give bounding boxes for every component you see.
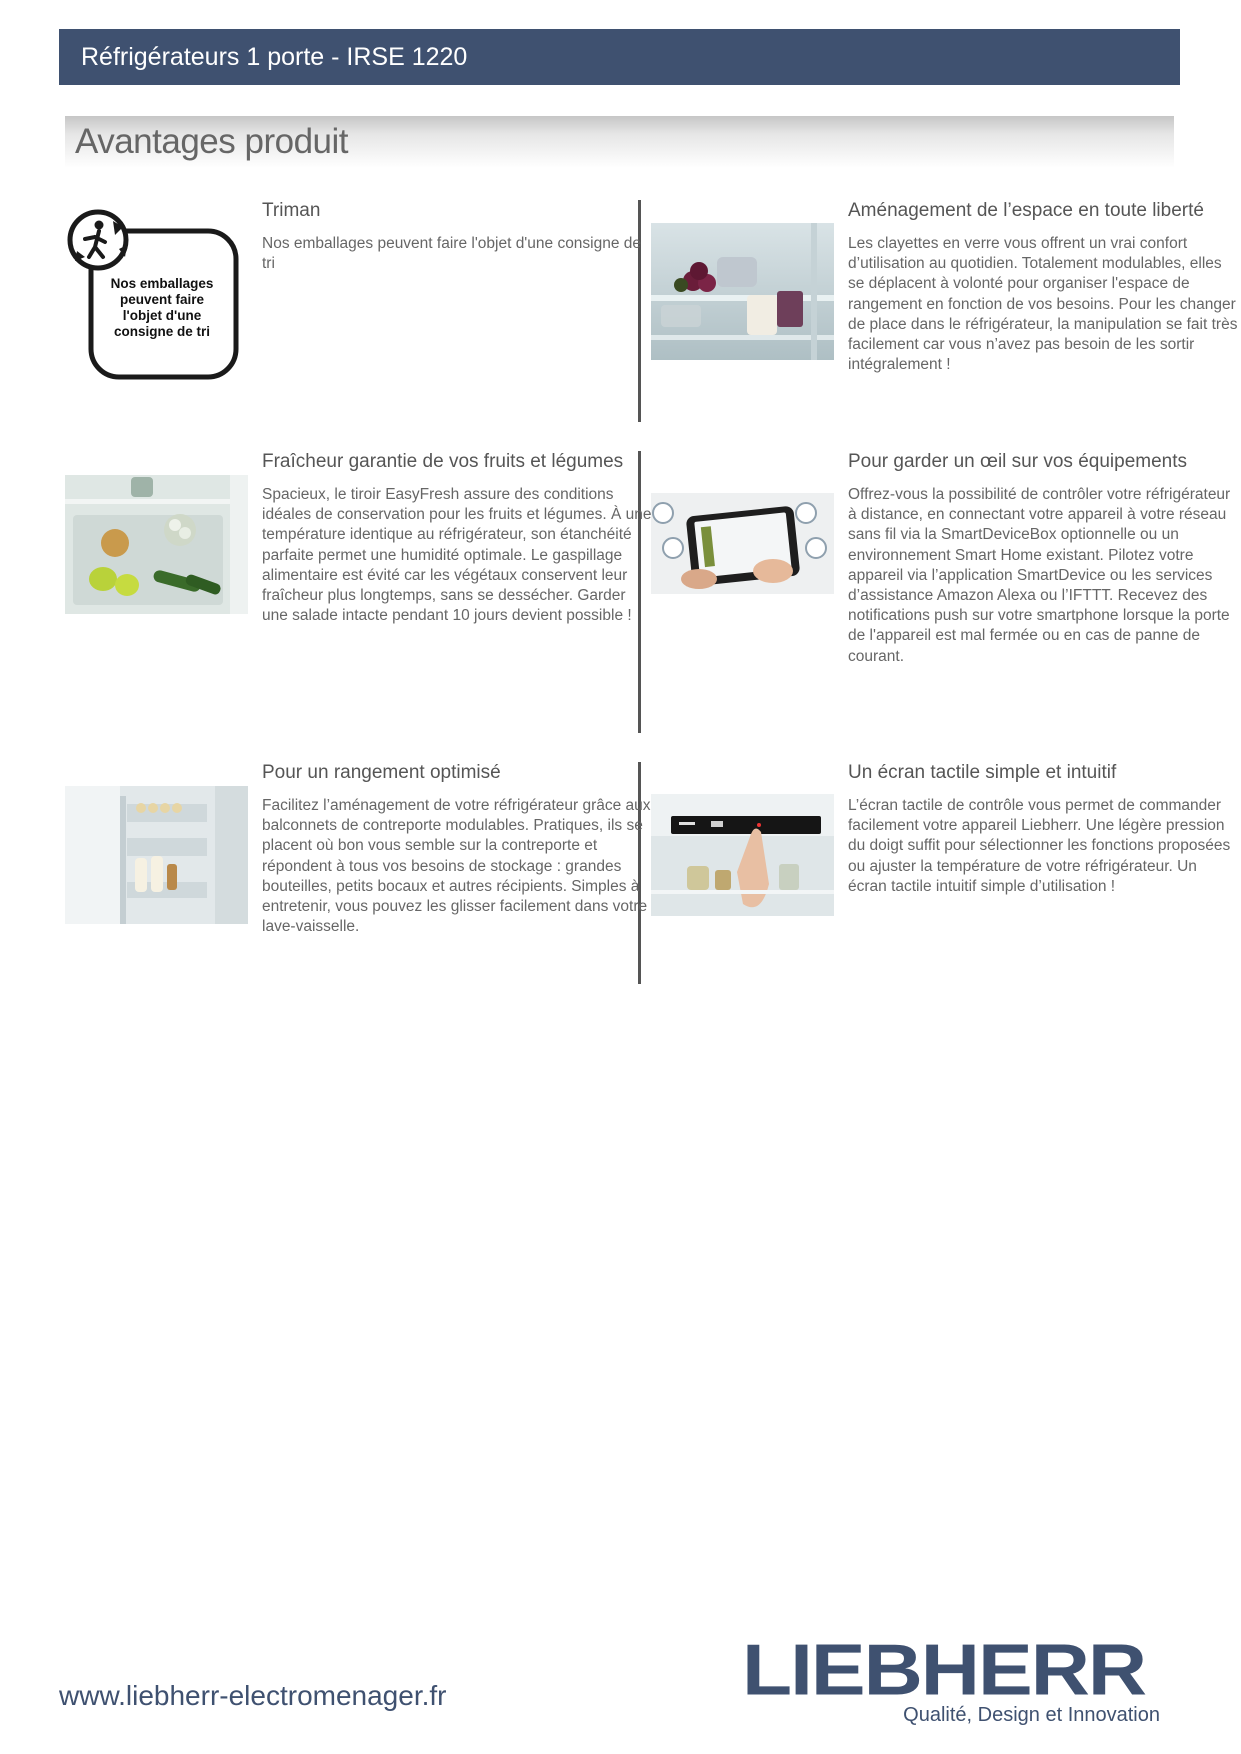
- feature-body: Facilitez l’aménagement de votre réfrigérateur grâce aux balconnets de contreporte modulables. Pratiques, ils se placent où bon vous semble sur la contreporte et répondent à tous vos besoins de stockage : grandes bouteilles, petits bocaux et autres récipients. Simples à entretenir, vous pouvez les glisser facilement dans votre lave-vaisselle.: [262, 797, 651, 936]
- feature-door-storage: [65, 762, 651, 984]
- feature-title: Un écran tactile simple et intuitif: [848, 762, 1117, 783]
- feature-text: [848, 451, 1238, 667]
- feature-text: [848, 200, 1238, 375]
- feature-smartdevice: [651, 451, 1237, 733]
- feature-body: Les clayettes en verre vous offrent un vrai confort d’utilisation au quotidien. Totalement modulables, elles se déplacent à volonté pour organiser l'espace de rangement en fonction de vos besoins. Pour les changer de place dans le réfrigérateur, la manipulation se fait très facilement car vous n’avez pas besoin de les sortir intégralement !: [848, 235, 1238, 374]
- door-balconies-photo: [65, 786, 248, 924]
- feature-title: Fraîcheur garantie de vos fruits et légumes: [262, 451, 624, 472]
- triman-recycling-icon: [65, 205, 248, 380]
- page-title: Réfrigérateurs 1 porte - IRSE 1220: [81, 43, 468, 71]
- triman-text-line3: l'objet d'une: [122, 308, 202, 323]
- page-header: [59, 29, 1180, 85]
- feature-title: Triman: [262, 200, 321, 221]
- feature-body: L’écran tactile de contrôle vous permet de commander facilement votre appareil Liebherr. Une légère pression du doigt suffit pour sélectionner les fonctions proposées ou ajuster la température de votre réfrigérateur. Un écran tactile intuitif simple d’utilisation !: [848, 797, 1231, 895]
- feature-text: [262, 200, 652, 274]
- triman-text-line2: peuvent faire: [119, 292, 205, 307]
- feature-title: Pour garder un œil sur vos équipements: [848, 451, 1187, 472]
- triman-logo: [65, 205, 248, 380]
- easyfresh-drawer-photo: [65, 475, 248, 614]
- section-title: Avantages produit: [75, 122, 349, 161]
- tablet-app-photo: [651, 493, 834, 594]
- logo-wordmark: LIEBHERR: [742, 1630, 1146, 1711]
- feature-triman: [65, 200, 651, 380]
- triman-text-line1: Nos emballages: [110, 276, 214, 291]
- feature-body: Offrez-vous la possibilité de contrôler votre réfrigérateur à distance, en connectant votre appareil à votre réseau sans fil via la SmartDeviceBox optionnelle ou un environnement Smart Home existant. Pilotez votre appareil via l’application SmartDevice ou les services d’assistance Amazon Alexa ou l’IFTTT. Recevez des notifications push sur votre smartphone lorsque la porte de l'appareil est mal fermée ou en cas de panne de courant.: [848, 486, 1231, 665]
- feature-shelves: [651, 200, 1237, 422]
- feature-body: Nos emballages peuvent faire l'objet d'une consigne de tri: [262, 235, 642, 273]
- glass-shelf-photo: [651, 223, 834, 360]
- liebherr-logo: [742, 1630, 1182, 1732]
- feature-easyfresh: [65, 451, 651, 733]
- feature-body: Spacieux, le tiroir EasyFresh assure des conditions idéales de conservation pour les fruits et légumes. À une température identique au réfrigérateur, son étanchéité parfaite permet une humidité optimale. Le gaspillage alimentaire est évité car les végétaux conservent leur fraîcheur plus longtemps, sans se dessécher. Garder une salade intacte pendant 10 jours devient possible !: [262, 486, 652, 625]
- triman-text-line4: consigne de tri: [113, 324, 211, 339]
- feature-text: [262, 451, 652, 626]
- section-header: [65, 116, 1174, 168]
- logo-tagline: Qualité, Design et Innovation: [903, 1704, 1160, 1726]
- feature-title: Pour un rangement optimisé: [262, 762, 501, 783]
- feature-text: [848, 762, 1238, 897]
- feature-title: Aménagement de l’espace en toute liberté: [848, 200, 1204, 221]
- feature-touch-display: [651, 762, 1237, 984]
- website-link[interactable]: www.liebherr-electromenager.fr: [59, 1680, 447, 1711]
- touch-display-photo: [651, 794, 834, 916]
- feature-text: [262, 762, 652, 937]
